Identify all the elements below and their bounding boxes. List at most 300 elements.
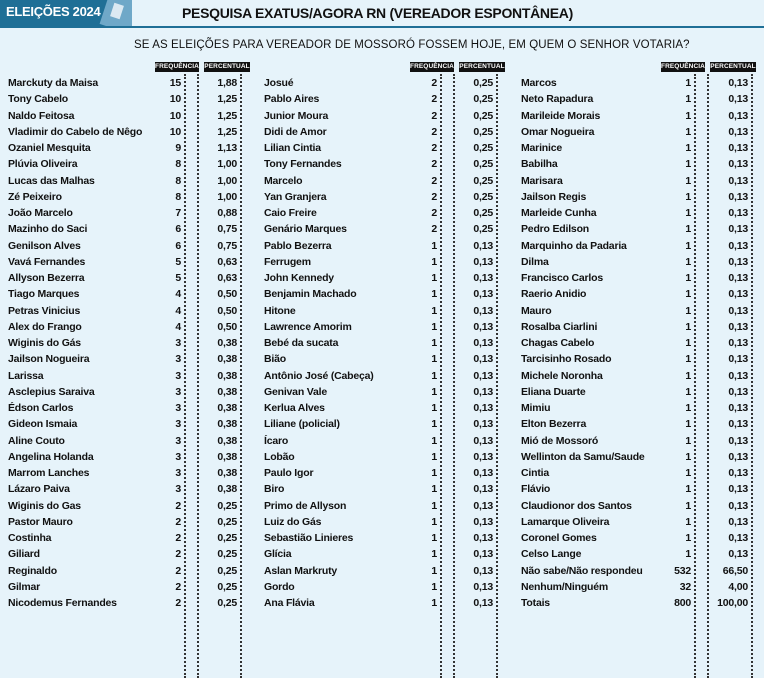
candidate-name: Gordo <box>264 580 295 593</box>
percentage-value: 66,50 <box>722 564 748 577</box>
frequency-value: 1 <box>431 564 437 577</box>
frequency-value: 32 <box>679 580 691 593</box>
percentage-value: 0,38 <box>217 369 237 382</box>
frequency-value: 1 <box>685 142 691 154</box>
candidate-name: Glícia <box>264 548 292 561</box>
percentage-value: 1,13 <box>217 142 237 154</box>
candidate-name: Marileide Morais <box>521 109 601 122</box>
candidate-name: Édson Carlos <box>8 402 74 414</box>
column-separator <box>694 74 696 678</box>
percentage-value: 0,13 <box>473 597 493 609</box>
percentage-value: 0,13 <box>728 353 748 366</box>
percentage-value: 0,13 <box>728 142 748 154</box>
percentage-value: 0,38 <box>217 418 237 431</box>
candidate-name: Marckuty da Maisa <box>8 77 98 89</box>
frequency-value: 1 <box>431 499 437 512</box>
candidate-name: Marinice <box>521 142 562 154</box>
percentage-value: 0,13 <box>473 320 493 333</box>
candidate-name: Lamarque Oliveira <box>521 515 610 528</box>
frequency-value: 1 <box>431 255 437 268</box>
frequency-value: 1 <box>431 450 437 463</box>
frequency-value: 15 <box>169 77 181 89</box>
percentage-value: 0,25 <box>217 597 237 609</box>
frequency-value: 2 <box>175 499 181 512</box>
candidate-name: Zé Peixeiro <box>8 190 62 203</box>
frequency-value: 1 <box>685 320 691 333</box>
candidate-name: Wiginis do Gas <box>8 499 81 512</box>
candidate-name: Lilian Cintia <box>264 142 321 154</box>
frequency-value: 3 <box>175 434 181 447</box>
percentage-value: 0,25 <box>217 499 237 512</box>
frequency-value: 3 <box>175 385 181 398</box>
candidate-name: Caio Freire <box>264 207 317 219</box>
header-divider <box>0 26 764 28</box>
frequency-value: 1 <box>685 450 691 463</box>
frequency-value: 4 <box>175 304 181 317</box>
candidate-name: Marleide Cunha <box>521 207 597 219</box>
frequency-value: 3 <box>175 450 181 463</box>
frequency-value: 1 <box>431 402 437 414</box>
frequency-value: 1 <box>431 239 437 252</box>
percentage-value: 0,13 <box>473 239 493 252</box>
percentage-value: 0,25 <box>473 158 493 171</box>
percentage-value: 0,13 <box>728 385 748 398</box>
column-separator <box>751 74 753 678</box>
candidate-name: Elton Bezerra <box>521 418 587 431</box>
percentage-value: 0,38 <box>217 483 237 496</box>
percentage-value: 0,75 <box>217 239 237 252</box>
percentage-header: PERCENTUAL <box>710 63 756 70</box>
candidate-name: Primo de Allyson <box>264 499 347 512</box>
percentage-value: 0,88 <box>217 207 237 219</box>
candidate-name: Ferrugem <box>264 255 311 268</box>
candidate-name: Marcos <box>521 77 557 89</box>
percentage-value: 0,13 <box>473 255 493 268</box>
frequency-value: 2 <box>431 77 437 89</box>
percentage-value: 0,13 <box>473 564 493 577</box>
candidate-name: Hitone <box>264 304 296 317</box>
candidate-name: Genilson Alves <box>8 239 81 252</box>
percentage-value: 0,25 <box>473 142 493 154</box>
percentage-value: 0,13 <box>473 353 493 366</box>
frequency-header: FREQUÊNCIA <box>155 63 199 70</box>
percentage-value: 0,38 <box>217 467 237 479</box>
candidate-name: Wiginis do Gás <box>8 337 81 349</box>
frequency-value: 2 <box>431 93 437 106</box>
percentage-value: 0,13 <box>473 402 493 414</box>
percentage-value: 0,38 <box>217 337 237 349</box>
percentage-value: 0,13 <box>728 418 748 431</box>
percentage-value: 0,13 <box>473 385 493 398</box>
percentage-value: 0,38 <box>217 353 237 366</box>
candidate-name: Marcelo <box>264 174 303 187</box>
candidate-name: Josué <box>264 77 294 89</box>
frequency-value: 1 <box>431 337 437 349</box>
candidate-name: Allyson Bezerra <box>8 272 85 284</box>
candidate-name: Gideon Ismaia <box>8 418 78 431</box>
frequency-value: 8 <box>175 190 181 203</box>
frequency-value: 1 <box>685 93 691 106</box>
percentage-value: 0,25 <box>473 77 493 89</box>
candidate-name: João Marcelo <box>8 207 73 219</box>
percentage-value: 0,13 <box>728 532 748 544</box>
candidate-name: Gilmar <box>8 580 41 593</box>
frequency-value: 1 <box>685 239 691 252</box>
frequency-value: 1 <box>685 532 691 544</box>
percentage-value: 1,88 <box>217 77 237 89</box>
percentage-value: 0,13 <box>728 190 748 203</box>
frequency-value: 1 <box>685 304 691 317</box>
frequency-value: 1 <box>685 223 691 236</box>
frequency-value: 2 <box>175 548 181 561</box>
percentage-value: 0,13 <box>728 402 748 414</box>
frequency-value: 1 <box>685 385 691 398</box>
frequency-value: 3 <box>175 467 181 479</box>
percentage-value: 0,13 <box>728 515 748 528</box>
frequency-value: 1 <box>431 532 437 544</box>
percentage-value: 1,25 <box>217 125 237 138</box>
percentage-value: 0,13 <box>473 272 493 284</box>
candidate-name: Lázaro Paiva <box>8 483 70 496</box>
candidate-name: Mimiu <box>521 402 551 414</box>
percentage-value: 0,25 <box>473 207 493 219</box>
percentage-value: 0,13 <box>728 77 748 89</box>
candidate-name: Pablo Bezerra <box>264 239 332 252</box>
candidate-name: Jailson Regis <box>521 190 587 203</box>
candidate-name: Mauro <box>521 304 552 317</box>
percentage-value: 0,13 <box>728 255 748 268</box>
candidate-name: Lawrence Amorim <box>264 320 352 333</box>
percentage-value: 0,50 <box>217 320 237 333</box>
candidate-name: Rosalba Ciarlini <box>521 320 598 333</box>
percentage-value: 0,38 <box>217 434 237 447</box>
candidate-name: Ana Flávia <box>264 597 315 609</box>
candidate-name: Marrom Lanches <box>8 467 90 479</box>
percentage-value: 0,13 <box>473 304 493 317</box>
frequency-value: 1 <box>431 483 437 496</box>
percentage-value: 0,13 <box>473 434 493 447</box>
column-separator <box>440 74 442 678</box>
candidate-name: Michele Noronha <box>521 369 603 382</box>
candidate-name: Bião <box>264 353 286 366</box>
candidate-name: Claudionor dos Santos <box>521 499 632 512</box>
percentage-header: PERCENTUAL <box>204 63 250 70</box>
frequency-value: 3 <box>175 337 181 349</box>
frequency-value: 3 <box>175 418 181 431</box>
frequency-value: 8 <box>175 174 181 187</box>
candidate-name: Mió de Mossoró <box>521 434 599 447</box>
frequency-value: 9 <box>175 142 181 154</box>
frequency-value: 1 <box>685 158 691 171</box>
percentage-value: 0,38 <box>217 385 237 398</box>
candidate-name: Kerlua Alves <box>264 402 325 414</box>
candidate-name: Raerio Anidio <box>521 288 587 301</box>
percentage-value: 0,25 <box>473 93 493 106</box>
frequency-value: 2 <box>175 597 181 609</box>
candidate-name: Celso Lange <box>521 548 582 561</box>
percentage-value: 1,00 <box>217 174 237 187</box>
percentage-value: 0,63 <box>217 272 237 284</box>
percentage-value: 0,13 <box>728 548 748 561</box>
frequency-value: 1 <box>431 320 437 333</box>
candidate-name: Genivan Vale <box>264 385 327 398</box>
frequency-value: 8 <box>175 158 181 171</box>
percentage-value: 0,25 <box>217 532 237 544</box>
candidate-name: Lucas das Malhas <box>8 174 95 187</box>
percentage-value: 0,13 <box>473 369 493 382</box>
column-separator <box>184 74 186 678</box>
percentage-value: 0,13 <box>473 532 493 544</box>
percentage-value: 0,25 <box>217 580 237 593</box>
percentage-value: 0,25 <box>217 564 237 577</box>
frequency-value: 2 <box>175 515 181 528</box>
candidate-name: Cintia <box>521 467 549 479</box>
candidate-name: Pastor Mauro <box>8 515 73 528</box>
candidate-name: Francisco Carlos <box>521 272 603 284</box>
percentage-value: 0,13 <box>728 207 748 219</box>
frequency-value: 1 <box>685 174 691 187</box>
frequency-value: 5 <box>175 272 181 284</box>
percentage-value: 0,13 <box>473 515 493 528</box>
candidate-name: Pablo Aires <box>264 93 320 106</box>
candidate-name: Paulo Igor <box>264 467 314 479</box>
candidate-name: Junior Moura <box>264 109 329 122</box>
frequency-value: 1 <box>431 434 437 447</box>
percentage-value: 0,13 <box>473 467 493 479</box>
percentage-value: 0,13 <box>728 125 748 138</box>
frequency-value: 3 <box>175 369 181 382</box>
candidate-name: Marisara <box>521 174 563 187</box>
frequency-value: 1 <box>431 385 437 398</box>
frequency-value: 1 <box>685 255 691 268</box>
frequency-value: 2 <box>431 125 437 138</box>
frequency-value: 2 <box>175 532 181 544</box>
percentage-value: 0,13 <box>473 418 493 431</box>
frequency-value: 6 <box>175 223 181 236</box>
frequency-value: 2 <box>175 580 181 593</box>
frequency-value: 1 <box>431 353 437 366</box>
frequency-value: 6 <box>175 239 181 252</box>
frequency-value: 1 <box>685 402 691 414</box>
election-badge <box>0 0 132 26</box>
column-separator <box>496 74 498 678</box>
candidate-name: Costinha <box>8 532 52 544</box>
frequency-value: 3 <box>175 353 181 366</box>
candidate-name: Ozaniel Mesquita <box>8 142 91 154</box>
frequency-value: 1 <box>431 548 437 561</box>
candidate-name: Babilha <box>521 158 558 171</box>
percentage-value: 0,13 <box>473 337 493 349</box>
frequency-value: 1 <box>685 353 691 366</box>
candidate-name: Mazinho do Saci <box>8 223 88 236</box>
candidate-name: Benjamin Machado <box>264 288 357 301</box>
frequency-value: 4 <box>175 288 181 301</box>
frequency-value: 1 <box>431 272 437 284</box>
frequency-value: 5 <box>175 255 181 268</box>
candidate-name: Luiz do Gás <box>264 515 322 528</box>
candidate-name: Pedro Edilson <box>521 223 589 236</box>
percentage-header: PERCENTUAL <box>459 63 505 70</box>
frequency-value: 1 <box>685 418 691 431</box>
frequency-value: 1 <box>685 272 691 284</box>
frequency-value: 2 <box>431 158 437 171</box>
percentage-value: 0,13 <box>473 548 493 561</box>
percentage-value: 0,75 <box>217 223 237 236</box>
percentage-value: 0,38 <box>217 402 237 414</box>
percentage-value: 0,13 <box>728 288 748 301</box>
frequency-value: 1 <box>431 515 437 528</box>
candidate-name: Tarcisinho Rosado <box>521 353 612 366</box>
frequency-value: 1 <box>685 190 691 203</box>
frequency-value: 2 <box>431 223 437 236</box>
candidate-name: Marquinho da Padaria <box>521 239 627 252</box>
candidate-name: Reginaldo <box>8 564 57 577</box>
frequency-header: FREQUÊNCIA <box>661 63 705 70</box>
candidate-name: Larissa <box>8 369 44 382</box>
frequency-value: 532 <box>674 564 691 577</box>
percentage-value: 0,13 <box>728 483 748 496</box>
frequency-value: 1 <box>685 288 691 301</box>
percentage-value: 0,13 <box>728 304 748 317</box>
percentage-value: 1,00 <box>217 158 237 171</box>
percentage-value: 0,25 <box>473 174 493 187</box>
frequency-value: 1 <box>431 467 437 479</box>
percentage-value: 0,13 <box>473 483 493 496</box>
frequency-value: 10 <box>169 93 181 106</box>
percentage-value: 0,13 <box>728 158 748 171</box>
percentage-value: 0,13 <box>473 450 493 463</box>
frequency-value: 1 <box>685 109 691 122</box>
candidate-name: Coronel Gomes <box>521 532 597 544</box>
percentage-value: 0,13 <box>728 499 748 512</box>
percentage-value: 0,13 <box>473 288 493 301</box>
frequency-value: 3 <box>175 402 181 414</box>
candidate-name: Alex do Frango <box>8 320 82 333</box>
percentage-value: 0,63 <box>217 255 237 268</box>
percentage-value: 0,13 <box>473 580 493 593</box>
badge-label: ELEIÇÕES 2024 <box>6 4 101 19</box>
frequency-value: 1 <box>431 580 437 593</box>
percentage-value: 0,25 <box>473 223 493 236</box>
percentage-value: 1,00 <box>217 190 237 203</box>
frequency-value: 4 <box>175 320 181 333</box>
percentage-value: 1,25 <box>217 93 237 106</box>
candidate-name: Tiago Marques <box>8 288 80 301</box>
frequency-value: 1 <box>431 418 437 431</box>
frequency-value: 1 <box>685 369 691 382</box>
frequency-value: 7 <box>175 207 181 219</box>
frequency-value: 1 <box>685 483 691 496</box>
candidate-name: Angelina Holanda <box>8 450 94 463</box>
candidate-name: Lobão <box>264 450 295 463</box>
percentage-value: 0,13 <box>728 272 748 284</box>
frequency-value: 10 <box>169 109 181 122</box>
percentage-value: 0,38 <box>217 450 237 463</box>
percentage-value: 0,13 <box>728 109 748 122</box>
frequency-header: FREQUÊNCIA <box>410 63 454 70</box>
candidate-name: Tony Cabelo <box>8 93 69 106</box>
percentage-value: 0,13 <box>728 450 748 463</box>
column-separator <box>240 74 242 678</box>
frequency-value: 1 <box>431 369 437 382</box>
frequency-value: 2 <box>431 190 437 203</box>
frequency-value: 2 <box>431 109 437 122</box>
candidate-name: Yan Granjera <box>264 190 327 203</box>
candidate-name: Aline Couto <box>8 434 65 447</box>
candidate-name: Naldo Feitosa <box>8 109 75 122</box>
frequency-value: 800 <box>674 597 691 609</box>
candidate-name: Genário Marques <box>264 223 347 236</box>
candidate-name: Dilma <box>521 255 549 268</box>
frequency-value: 1 <box>685 467 691 479</box>
candidate-name: Flávio <box>521 483 551 496</box>
percentage-value: 100,00 <box>717 597 748 609</box>
percentage-value: 0,13 <box>728 239 748 252</box>
percentage-value: 0,25 <box>217 548 237 561</box>
percentage-value: 0,25 <box>473 190 493 203</box>
percentage-value: 0,13 <box>728 369 748 382</box>
candidate-name: Vavá Fernandes <box>8 255 86 268</box>
candidate-name: Wellinton da Samu/Saude <box>521 450 645 463</box>
candidate-name: Sebastião Linieres <box>264 532 354 544</box>
percentage-value: 0,13 <box>728 337 748 349</box>
percentage-value: 0,13 <box>728 467 748 479</box>
frequency-value: 1 <box>685 77 691 89</box>
candidate-name: Chagas Cabelo <box>521 337 595 349</box>
frequency-value: 2 <box>431 142 437 154</box>
percentage-value: 0,13 <box>728 434 748 447</box>
percentage-value: 0,25 <box>473 109 493 122</box>
candidate-name: Asclepius Saraiva <box>8 385 95 398</box>
frequency-value: 10 <box>169 125 181 138</box>
candidate-name: Ícaro <box>264 434 289 447</box>
candidate-name: Antônio José (Cabeça) <box>264 369 374 382</box>
frequency-value: 2 <box>431 174 437 187</box>
candidate-name: Vladimir do Cabelo de Nêgo <box>8 125 143 138</box>
frequency-value: 1 <box>685 207 691 219</box>
percentage-value: 0,25 <box>217 515 237 528</box>
candidate-name: Liliane (policial) <box>264 418 340 431</box>
candidate-name: Biro <box>264 483 285 496</box>
frequency-value: 1 <box>685 125 691 138</box>
candidate-name: Plúvia Oliveira <box>8 158 78 171</box>
frequency-value: 1 <box>431 288 437 301</box>
percentage-value: 0,50 <box>217 288 237 301</box>
candidate-name: Aslan Markruty <box>264 564 338 577</box>
candidate-name: Neto Rapadura <box>521 93 594 106</box>
percentage-value: 0,13 <box>473 499 493 512</box>
percentage-value: 0,13 <box>728 174 748 187</box>
candidate-name: Tony Fernandes <box>264 158 342 171</box>
frequency-value: 1 <box>685 548 691 561</box>
frequency-value: 1 <box>685 337 691 349</box>
candidate-name: Nicodemus Fernandes <box>8 597 117 609</box>
candidate-name: Totais <box>521 597 550 609</box>
candidate-name: Não sabe/Não respondeu <box>521 564 643 577</box>
percentage-value: 0,13 <box>728 93 748 106</box>
percentage-value: 4,00 <box>728 580 748 593</box>
candidate-name: John Kennedy <box>264 272 334 284</box>
candidate-name: Eliana Duarte <box>521 385 586 398</box>
candidate-name: Omar Nogueira <box>521 125 595 138</box>
percentage-value: 0,50 <box>217 304 237 317</box>
candidate-name: Bebé da sucata <box>264 337 339 349</box>
percentage-value: 0,13 <box>728 223 748 236</box>
percentage-value: 0,13 <box>728 320 748 333</box>
candidate-name: Didi de Amor <box>264 125 327 138</box>
candidate-name: Petras Vinicius <box>8 304 81 317</box>
page-title: PESQUISA EXATUS/AGORA RN (VEREADOR ESPONTÂNEA) <box>182 5 573 21</box>
